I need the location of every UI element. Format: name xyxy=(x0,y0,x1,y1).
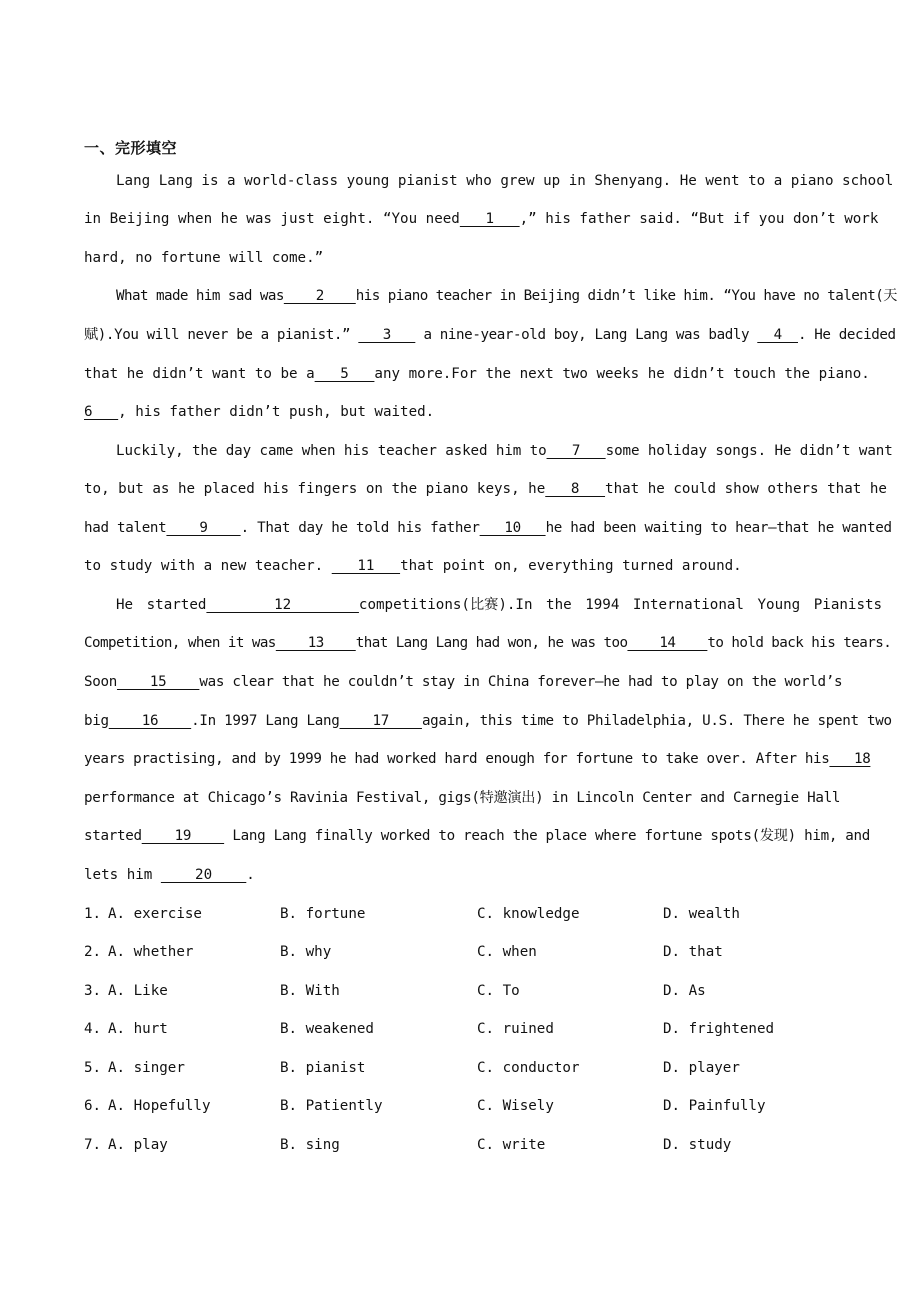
text: He started xyxy=(116,597,207,613)
blank-19: 19 xyxy=(141,828,225,844)
option-b: B. With xyxy=(280,983,340,999)
text: to, but as he placed his fingers on the piano keys, he xyxy=(84,481,546,497)
option-d: D. wealth xyxy=(663,906,740,922)
passage-line xyxy=(116,171,893,191)
option-c: C. write xyxy=(477,1137,546,1153)
blank-6: 6 xyxy=(84,404,119,420)
option-b: B. fortune xyxy=(280,906,366,922)
option-d: D. frightened xyxy=(663,1021,775,1037)
blank-11: 11 xyxy=(331,558,401,574)
text: Competition, when it was xyxy=(84,635,276,651)
passage-line xyxy=(116,441,893,461)
passage-line xyxy=(116,286,897,306)
option-a: A. singer xyxy=(108,1060,185,1076)
text: years practising, and by 1999 he had worked hard enough for fortune to take over. After his xyxy=(84,751,830,767)
blank-2: 2 xyxy=(283,288,356,304)
text: . He decided xyxy=(798,327,896,343)
blank-15: 15 xyxy=(116,674,200,690)
section-title: 一、完形填空 xyxy=(84,139,178,157)
blank-20: 20 xyxy=(160,867,247,883)
text: again, this time to Philadelphia, U.S. There he spent two xyxy=(421,713,892,729)
option-b: B. sing xyxy=(280,1137,340,1153)
text: Lang Lang finally worked to reach the place where fortune spots(发现) him, and xyxy=(224,828,871,844)
text: in Beijing when he was just eight. “You need xyxy=(84,211,460,227)
text: that he could show others that he xyxy=(605,481,887,497)
passage-line xyxy=(84,749,870,769)
passage-line xyxy=(84,711,892,731)
question-number: 7. xyxy=(84,1137,102,1153)
blank-1: 1 xyxy=(459,211,520,227)
passage-line xyxy=(84,402,434,422)
question-number: 1. xyxy=(84,906,102,922)
option-c: C. knowledge xyxy=(477,906,580,922)
blank-7: 7 xyxy=(546,443,606,459)
text: Lang Lang is a world-class young pianist who grew up in Shenyang. He went to a piano school xyxy=(116,173,894,189)
text: Luckily, the day came when his teacher asked him to xyxy=(116,443,547,459)
passage-line xyxy=(84,865,255,885)
blank-16: 16 xyxy=(108,713,192,729)
option-a: A. Like xyxy=(108,983,168,999)
text: that Lang Lang had won, he was too xyxy=(355,635,628,651)
option-a: A. exercise xyxy=(108,906,202,922)
text: .In 1997 Lang Lang xyxy=(191,713,340,729)
passage-line xyxy=(84,672,842,692)
text: , his father didn’t push, but waited. xyxy=(118,404,435,420)
text: big xyxy=(84,713,109,729)
option-c: C. ruined xyxy=(477,1021,554,1037)
option-d: D. Painfully xyxy=(663,1098,766,1114)
text: he had been waiting to hear—that he wanted xyxy=(545,520,892,536)
question-number: 4. xyxy=(84,1021,102,1037)
text: started xyxy=(84,828,142,844)
passage-line xyxy=(84,788,840,808)
text: to study with a new teacher. xyxy=(84,558,332,574)
blank-13: 13 xyxy=(275,635,356,651)
text: that he didn’t want to be a xyxy=(84,366,315,382)
option-c: C. when xyxy=(477,944,537,960)
passage-line xyxy=(84,556,742,576)
text: some holiday songs. He didn’t want xyxy=(605,443,893,459)
option-b: B. why xyxy=(280,944,332,960)
text: performance at Chicago’s Ravinia Festival, gigs(特邀演出) in Lincoln Center and Carnegie Hall xyxy=(84,790,841,806)
option-a: A. Hopefully xyxy=(108,1098,211,1114)
text: hard, no fortune will come.” xyxy=(84,250,324,266)
option-a: A. play xyxy=(108,1137,168,1153)
option-c: C. conductor xyxy=(477,1060,580,1076)
passage-line xyxy=(84,518,892,538)
text: that point on, everything turned around. xyxy=(400,558,742,574)
passage-line xyxy=(84,479,887,499)
option-b: B. weakened xyxy=(280,1021,374,1037)
text: What made him sad was xyxy=(116,288,284,304)
option-d: D. As xyxy=(663,983,706,999)
passage-line xyxy=(84,826,870,846)
passage-line xyxy=(84,364,870,384)
text: . xyxy=(246,867,255,883)
question-number: 3. xyxy=(84,983,102,999)
blank-9: 9 xyxy=(166,520,241,536)
blank-10: 10 xyxy=(479,520,546,536)
text: to hold back his tears. xyxy=(707,635,892,651)
text: a nine-year-old boy, Lang Lang was badly xyxy=(415,327,758,343)
option-d: D. player xyxy=(663,1060,740,1076)
option-b: B. pianist xyxy=(280,1060,366,1076)
passage-line xyxy=(84,633,891,653)
text: lets him xyxy=(84,867,161,883)
option-d: D. that xyxy=(663,944,723,960)
text: ,” his father said. “But if you don’t work xyxy=(519,211,879,227)
blank-18: 18 xyxy=(829,751,871,767)
question-number: 2. xyxy=(84,944,102,960)
text: his piano teacher in Beijing didn’t like him. “You have no talent(天 xyxy=(355,288,897,304)
question-number: 6. xyxy=(84,1098,102,1114)
text: any more.For the next two weeks he didn’t touch the piano. xyxy=(374,366,870,382)
option-b: B. Patiently xyxy=(280,1098,383,1114)
text: had talent xyxy=(84,520,167,536)
passage-line xyxy=(84,209,878,229)
option-a: A. whether xyxy=(108,944,194,960)
passage-line xyxy=(84,248,323,268)
option-d: D. study xyxy=(663,1137,732,1153)
blank-14: 14 xyxy=(627,635,708,651)
blank-5: 5 xyxy=(314,366,375,382)
option-a: A. hurt xyxy=(108,1021,168,1037)
blank-12: 12 xyxy=(206,597,359,613)
blank-3: 3 xyxy=(358,327,416,343)
blank-8: 8 xyxy=(545,481,606,497)
text: competitions(比赛).In the 1994 International Young Pianists xyxy=(358,597,883,613)
blank-17: 17 xyxy=(339,713,422,729)
text: was clear that he couldn’t stay in China forever—he had to play on the world’s xyxy=(199,674,843,690)
text: . That day he told his father xyxy=(240,520,480,536)
option-c: C. Wisely xyxy=(477,1098,554,1114)
text: Soon xyxy=(84,674,117,690)
passage-line xyxy=(116,595,882,615)
text: 赋).You will never be a pianist.” xyxy=(84,327,359,343)
option-c: C. To xyxy=(477,983,520,999)
blank-4: 4 xyxy=(757,327,798,343)
passage-line xyxy=(84,325,896,345)
question-number: 5. xyxy=(84,1060,102,1076)
